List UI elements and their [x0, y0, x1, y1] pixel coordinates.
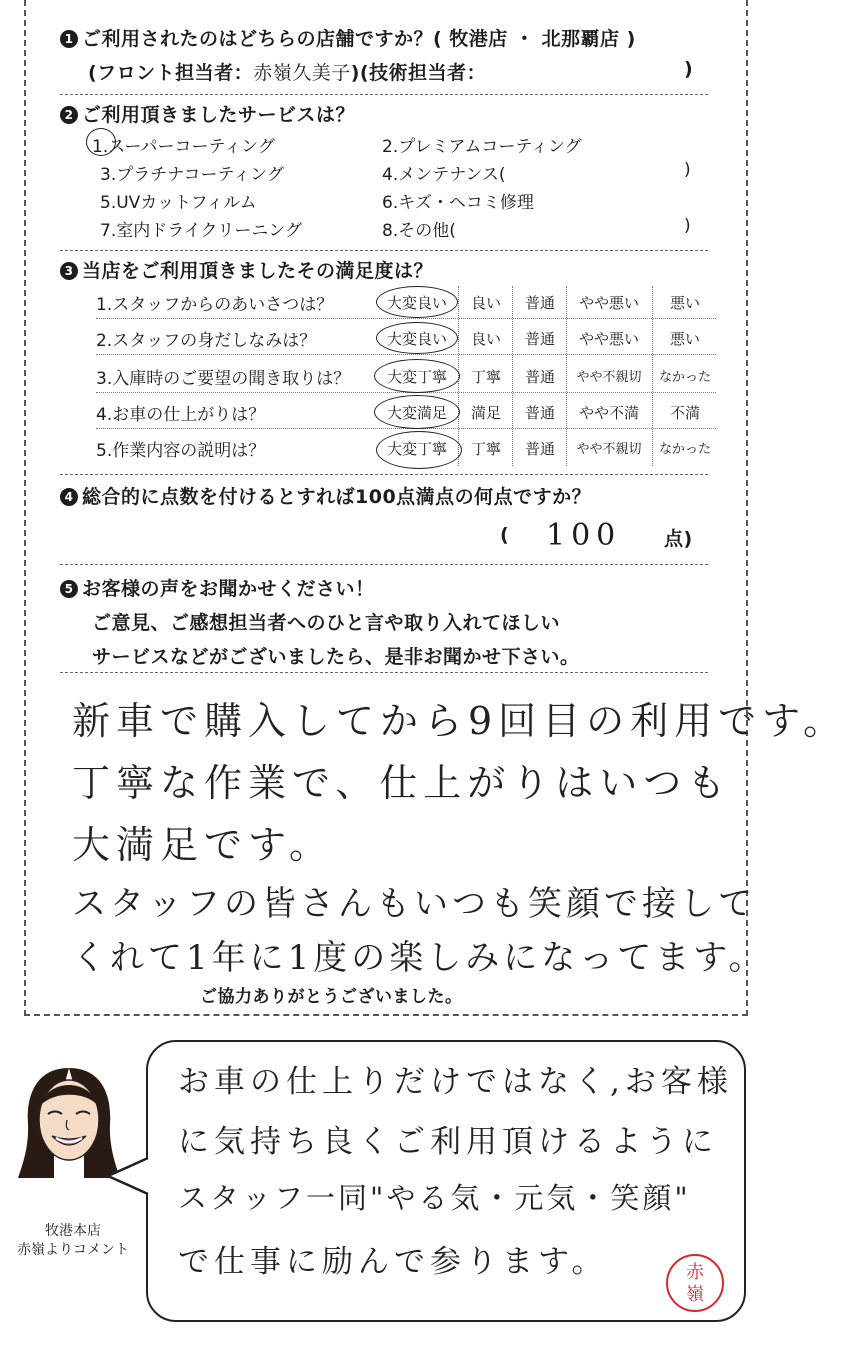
divider: [60, 564, 708, 565]
selected-mark-circle: [376, 431, 462, 469]
front-staff-label: (フロント担当者：: [88, 62, 254, 84]
grid-line: [652, 286, 653, 466]
rating-cell: なかった: [658, 370, 711, 385]
score-value: 100: [546, 518, 622, 553]
reply-line-1: お車の仕上りだけではなく,お客様: [178, 1064, 733, 1100]
question-number-5: 5: [60, 580, 78, 598]
tech-staff-label: )(技術担当者：: [350, 62, 487, 84]
service-option-3: 3.プラチナコーティング: [100, 165, 284, 185]
question-number-2: 2: [60, 106, 78, 124]
question-5-text: お客様の声をお聞かせください！: [82, 578, 375, 600]
front-staff-name: 赤嶺久美子: [253, 62, 351, 84]
question-number-3: 3: [60, 262, 78, 280]
grid-line: [96, 318, 716, 319]
reply-line-3: スタッフ一同"やる気・元気・笑顔": [178, 1181, 691, 1215]
rating-cell: 普通: [524, 368, 555, 386]
rating-cell: 普通: [524, 440, 555, 458]
rating-cell: やや不満: [578, 404, 639, 422]
selected-mark-circle: [86, 128, 116, 156]
rating-cell: 大変丁寧: [386, 440, 447, 458]
divider: [60, 94, 708, 95]
question-5-sub-1: ご意見、ご感想担当者へのひと言や取り入れてほしい: [92, 612, 561, 634]
question-1-text: ご利用されたのはどちらの店舗ですか？( 牧港店 ・ 北那覇店 ): [82, 28, 636, 50]
rating-cell: やや悪い: [578, 330, 639, 348]
rating-cell: 普通: [524, 404, 555, 422]
customer-comment-line-2: 丁寧な作業で、仕上がりはいつも: [72, 761, 732, 805]
rating-cell: 丁寧: [470, 368, 501, 386]
question-3: [60, 256, 433, 283]
seal-char-2: 嶺: [686, 1284, 704, 1305]
rating-cell: 良い: [470, 330, 501, 348]
rating-cell: 悪い: [669, 294, 700, 312]
question-4: [60, 482, 591, 509]
grid-line: [512, 286, 513, 466]
rating-row-label-2: 2.スタッフの身だしなみは？: [96, 331, 317, 351]
service-option-5: 5.UVカットフィルム: [100, 193, 257, 213]
rating-cell: 大変満足: [386, 404, 447, 422]
question-3-text: 当店をご利用頂きましたその満足度は？: [82, 260, 434, 282]
rating-cell: 満足: [470, 404, 501, 422]
rating-row-label-3: 3.入庫時のご要望の聞き取りは？: [96, 369, 351, 389]
rating-cell: やや悪い: [578, 294, 639, 312]
rating-cell: 良い: [470, 294, 501, 312]
selected-mark-circle: [376, 286, 458, 318]
score-open: (: [500, 524, 510, 546]
question-5: [60, 574, 375, 601]
question-2: [60, 100, 355, 127]
avatar-caption-line-2: 赤嶺よりコメント: [17, 1242, 129, 1258]
rating-cell: 普通: [524, 330, 555, 348]
service-option-2: 2.プレミアムコーティング: [382, 137, 582, 157]
service-option-7: 7.室内ドライクリーニング: [100, 221, 303, 241]
rating-cell: やや不親切: [576, 370, 642, 385]
staff-line: [88, 58, 486, 85]
tech-staff-close: ): [684, 58, 694, 80]
rating-cell: 悪い: [669, 330, 700, 348]
rating-cell: なかった: [658, 442, 711, 457]
rating-cell: 大変良い: [386, 330, 447, 348]
avatar-caption-line-1: 牧港本店: [45, 1223, 101, 1239]
divider: [60, 474, 708, 475]
rating-cell: 大変良い: [386, 294, 447, 312]
question-number-4: 4: [60, 488, 78, 506]
service-option-6: 6.キズ・ヘコミ修理: [382, 193, 534, 213]
customer-comment-line-4: スタッフの皆さんもいつも笑顔で接して: [72, 884, 756, 924]
selected-mark-circle: [374, 359, 460, 393]
grid-line: [96, 354, 716, 355]
question-number-1: 1: [60, 30, 78, 48]
rating-cell: やや不親切: [576, 442, 642, 457]
grid-line: [566, 286, 567, 466]
close-paren-4: ): [684, 160, 691, 180]
customer-comment-line-5: くれて1年に1度の楽しみになってます。: [72, 938, 767, 978]
reply-line-2: に気持ち良くご利用頂けるように: [178, 1124, 718, 1160]
customer-comment-line-1: 新車で購入してから9回目の利用です。: [72, 699, 847, 743]
service-option-8: 8.その他(: [382, 221, 456, 241]
close-paren-8: ): [684, 216, 691, 236]
rating-row-label-1: 1.スタッフからのあいさつは？: [96, 295, 334, 315]
seal-char-1: 赤: [686, 1262, 704, 1283]
customer-comment-line-3: 大満足です。: [72, 823, 333, 867]
name-seal-stamp: [666, 1254, 724, 1312]
divider: [60, 250, 708, 251]
avatar-caption: [8, 1222, 138, 1260]
thanks-text: ご協力ありがとうございました。: [200, 987, 463, 1007]
selected-mark-circle: [376, 322, 458, 354]
service-option-4: 4.メンテナンス(: [382, 165, 506, 185]
rating-cell: 大変丁寧: [386, 368, 447, 386]
service-option-1: 1.スーパーコーティング: [92, 137, 275, 157]
reply-line-4: で仕事に励んで参ります。: [178, 1244, 608, 1280]
question-2-text: ご利用頂きましたサービスは？: [82, 104, 356, 126]
rating-cell: 丁寧: [470, 440, 501, 458]
question-4-text: 総合的に点数を付けるとすれば100点満点の何点ですか？: [82, 486, 592, 508]
speech-bubble-tail: [104, 1154, 150, 1198]
rating-cell: 不満: [669, 404, 700, 422]
question-5-sub-2: サービスなどがございましたら、是非お聞かせ下さい。: [92, 646, 580, 668]
selected-mark-circle: [374, 395, 460, 429]
score-unit: 点): [664, 528, 693, 550]
question-1: [60, 24, 636, 51]
rating-row-label-4: 4.お車の仕上がりは？: [96, 405, 266, 425]
divider: [60, 672, 708, 673]
rating-row-label-5: 5.作業内容の説明は？: [96, 441, 266, 461]
rating-cell: 普通: [524, 294, 555, 312]
